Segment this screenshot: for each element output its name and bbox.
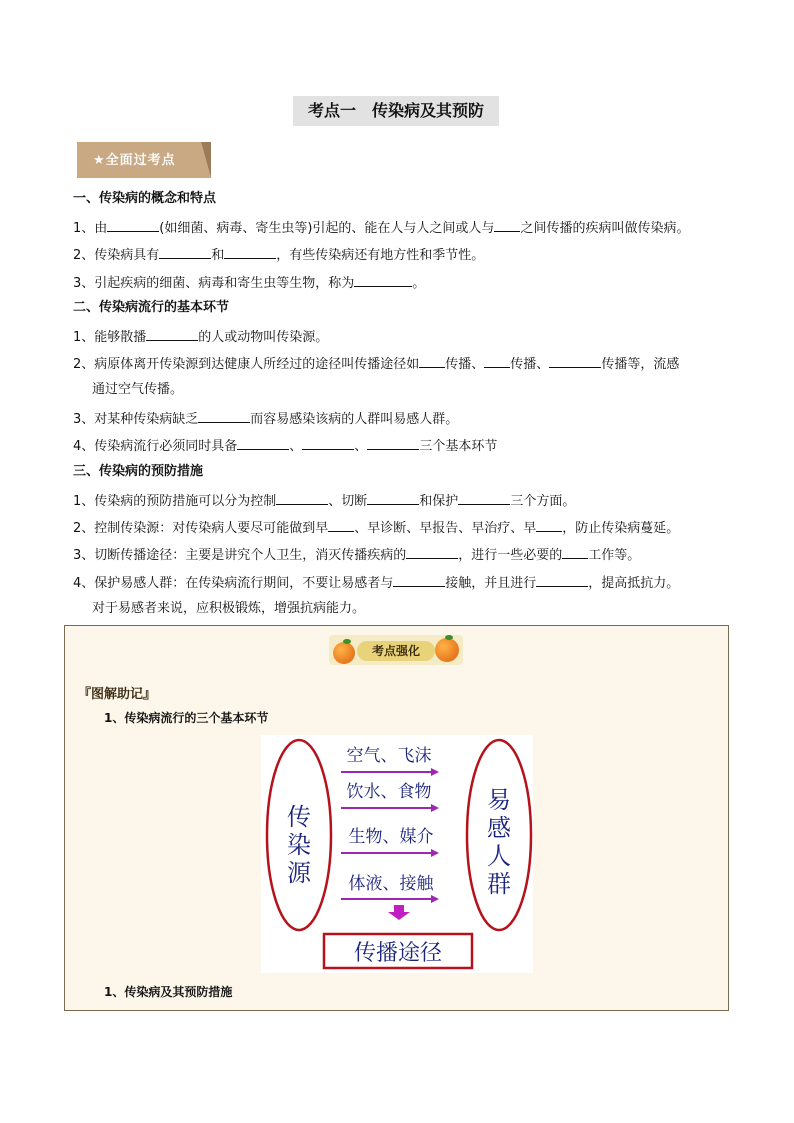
source-char: 传: [287, 803, 311, 831]
fill-blank: [536, 518, 562, 532]
route-label: 体液、接触: [348, 874, 434, 894]
susceptible-char: 易: [487, 786, 511, 814]
diagram-subtitle: 1、传染病流行的三个基本环节: [104, 711, 269, 725]
fill-blank: [536, 573, 588, 587]
text-line: 1、传染病的预防措施可以分为控制 、切断 和保护 三个方面。: [73, 491, 575, 511]
source-char: 源: [287, 859, 311, 887]
helper-heading: 『图解助记』: [78, 687, 157, 702]
fill-blank: [302, 436, 354, 450]
section-heading-2: 二、传染病流行的基本环节: [73, 300, 230, 315]
route-box-label: 传播途径: [353, 941, 443, 966]
text-line: 4、保护易感人群：在传染病流行期间，不要让易感者与 接触，并且进行 ，提高抵抗力。: [73, 573, 679, 593]
badge-label: 考点强化: [357, 641, 435, 661]
section-heading-1: 一、传染病的概念和特点: [73, 191, 217, 206]
leaf-icon: [445, 635, 453, 640]
text-line: 4、传染病流行必须同时具备 、 、 三个基本环节: [73, 436, 497, 456]
text-line: 3、对某种传染病缺乏 而容易感染该病的人群叫易感人群。: [73, 409, 458, 429]
leaf-icon: [343, 639, 351, 644]
fill-blank: [458, 491, 510, 505]
orange-icon: [333, 642, 355, 664]
orange-icon: [435, 638, 459, 662]
transmission-diagram: [261, 735, 533, 973]
page-title: 考点一 传染病及其预防: [293, 96, 499, 126]
fill-blank: [237, 436, 289, 450]
text-line: 1、能够散播 的人或动物叫传染源。: [73, 327, 328, 347]
susceptible-char: 群: [487, 870, 511, 898]
fill-blank: [406, 545, 458, 559]
route-label: 生物、媒介: [348, 827, 434, 847]
reinforcement-badge: [329, 629, 463, 673]
fill-blank: [107, 218, 159, 232]
text-line: 2、传染病具有 和 ，有些传染病还有地方性和季节性。: [73, 245, 484, 265]
fill-blank: [146, 327, 198, 341]
route-label: 饮水、食物: [346, 782, 432, 802]
text-line: 对于易感者来说，应积极锻炼，增强抗病能力。: [92, 601, 366, 616]
text-line: 3、切断传播途径：主要是讲究个人卫生，消灭传播疾病的 ，进行一些必要的 工作等。: [73, 545, 640, 565]
fill-blank: [198, 409, 250, 423]
fill-blank: [367, 491, 419, 505]
fill-blank: [484, 354, 510, 368]
fill-blank: [354, 273, 412, 287]
fill-blank: [328, 518, 354, 532]
fill-blank: [562, 545, 588, 559]
source-char: 染: [287, 831, 311, 859]
susceptible-char: 人: [487, 842, 511, 870]
section-heading-3: 三、传染病的预防措施: [73, 464, 204, 479]
prevention-subtitle: 1、传染病及其预防措施: [104, 985, 233, 999]
text-line: 1、由 (如细菌、病毒、寄生虫等)引起的、能在人与人之间或人与 之间传播的疾病叫做传染病。: [73, 218, 689, 238]
text-line: 2、病原体离开传染源到达健康人所经过的途径叫传播途径如 传播、 传播、 传播等，流感: [73, 354, 679, 374]
fill-blank: [549, 354, 601, 368]
susceptible-char: 感: [487, 814, 511, 842]
fill-blank: [419, 354, 445, 368]
fill-blank: [224, 245, 276, 259]
fill-blank: [393, 573, 445, 587]
route-label: 空气、飞沫: [346, 746, 432, 766]
fill-blank: [367, 436, 419, 450]
fill-blank: [276, 491, 328, 505]
text-line: 通过空气传播。: [92, 382, 184, 397]
fill-blank: [494, 218, 520, 232]
fill-blank: [159, 245, 211, 259]
section-banner: [77, 142, 211, 178]
text-line: 2、控制传染源：对传染病人要尽可能做到早 、早诊断、早报告、早治疗、早 ，防止传染病蔓延。: [73, 518, 679, 538]
banner-label: ★全面过考点: [93, 153, 176, 168]
text-line: 3、引起疾病的细菌、病毒和寄生虫等生物，称为 。: [73, 273, 425, 293]
